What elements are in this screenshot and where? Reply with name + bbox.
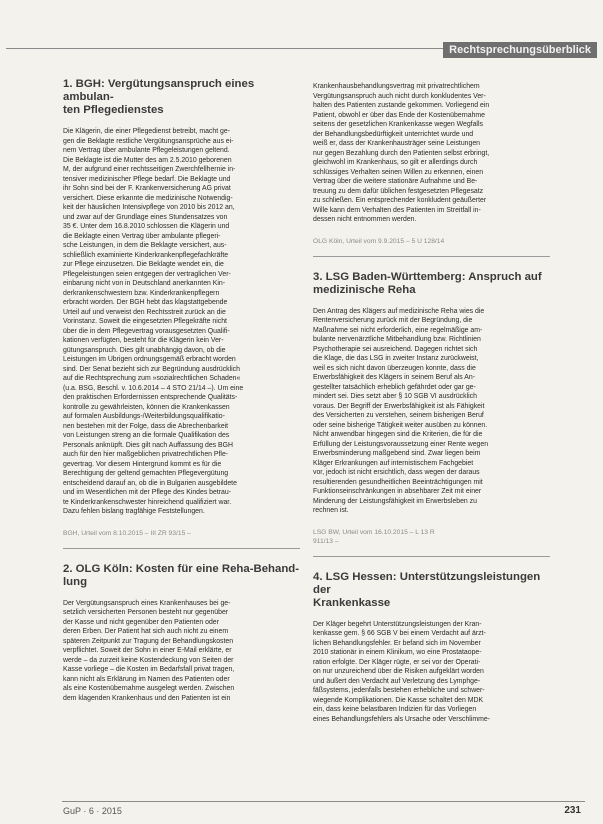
text-line: treuung zu dem dafür üblichen festgesetzten Pflegesatz — [313, 187, 484, 195]
text-line: kenkasse gem. § 66 SGB V bei einem Verdacht auf ärzt- — [313, 630, 486, 637]
text-line: oder seine bisherige Tätigkeit weiter ausüben zu können. — [313, 421, 488, 429]
text-line: Die Beklagte ist die Mutter des am 2.5.2010 geborenen — [63, 156, 232, 164]
text-line: halten des Patienten zustande gekommen. Vorliegend ein — [313, 102, 490, 109]
text-line: Pflegeleistungen seien entgegen der vertraglichen Ver- — [63, 270, 231, 278]
text-line: M, der aufgrund einer rechtsseitigen Zwerchfellhernie in- — [63, 166, 236, 173]
text-line: Rentenversicherung zurück mit der Begründung, die — [313, 317, 473, 324]
text-line: gen die Beklagte restliche Vergütungsansprüche aus ei- — [63, 137, 234, 145]
section-4-title: 4. LSG Hessen: Unterstützungsleistungen der Krankenkasse — [313, 570, 541, 609]
text-line: versichert. Diese erkannte die medizinische Notwendig- — [63, 194, 233, 202]
text-line: vor, jedoch ist nicht ersichtlich, dass wegen der daraus — [313, 469, 480, 476]
text-line: Berechtigung der geltend gemachten Pflegevergütung — [63, 470, 229, 477]
text-line: Kasse vorliege – die Kosten im Bedarfsfall privat tragen, — [63, 666, 235, 673]
text-line: der Kasse und nicht gegenüber den Patienten oder — [63, 618, 219, 626]
page-number: 231 — [564, 805, 581, 816]
section-2-citation: OLG Köln, Urteil vom 9.9.2015 – 5 U 128/14 — [313, 237, 445, 245]
text-line: ration erfolgte. Der Kläger rügte, er sei vor der Operati- — [313, 658, 481, 666]
text-line: Der Vergütungsanspruch eines Krankenhauses bei ge- — [63, 599, 231, 607]
text-line: schlüssiges Verhalten seinen Willen zu erkennen, einen — [313, 168, 484, 176]
text-line: voraus. Der Begriff der Erwerbsfähigkeit ist als Fähigkeit — [313, 402, 485, 410]
text-line: Erwerbsfähigkeit des Klägers in seinem Beruf als An- — [313, 374, 476, 381]
text-line: kann nicht als Erklärung im Namen des Patienten oder — [63, 675, 230, 683]
text-line: 35 €. Unter dem 16.8.2010 schlossen die Klägerin und — [63, 223, 230, 230]
text-line: einbarung nicht von in Deutschland anerkannten Kin- — [63, 280, 226, 287]
text-line: Erwerbsminderung maßgebend sind. Zwar liegen beim — [313, 450, 481, 457]
text-line: on nur unzureichend über die Risiken aufgeklärt worden — [313, 668, 484, 675]
text-line: Den Antrag des Klägers auf medizinische Reha wies die — [313, 307, 485, 315]
section-3-citation: LSG BW, Urteil vom 16.10.2015 – L 13 R 911/13 – — [313, 528, 435, 545]
text-line: rechnen ist. — [313, 507, 349, 514]
text-line: die Klage, die das LSG in zweiter Instanz zurückweist, — [313, 355, 479, 362]
text-line: sche Leistungen, in dem die Beklagte versichert, aus- — [63, 242, 227, 249]
section-4-body — [313, 620, 550, 725]
section-1-body — [63, 127, 300, 517]
text-line: gestellter tatsächlich erheblich gefährdet oder gar ge- — [313, 383, 476, 391]
text-line: verpflichtet. Soweit der Sohn in einer E-Mail erklärte, er — [63, 647, 232, 654]
text-line: gleichwohl im Krankenhaus, so gilt er allerdings durch — [313, 159, 478, 166]
section-2-body — [63, 599, 300, 704]
text-line: Kläger Erkrankungen auf internistischem Fachgebiet — [313, 459, 474, 467]
text-line: als eine Kostenübernahme ausgelegt werden. Zwischen — [63, 685, 235, 692]
text-line: auf formalen Ausbildungs-/Weiterbildungsqualifikatio- — [63, 413, 225, 420]
right-column — [313, 82, 550, 724]
text-line: werde – da zurzeit keine Kostendeckung von Seiten der — [63, 656, 234, 664]
text-line: zu schließen. Ein entsprechender konkludent geäußerter — [313, 197, 487, 204]
text-line: Leistungen im Übrigen ordnungsgemäß erbracht worden — [63, 356, 236, 363]
text-line: Funktionseinschränkungen in absehbarer Zeit mit einer — [313, 488, 482, 495]
divider — [63, 548, 300, 549]
text-line: die Beklagte einen Vertrag über ambulante pflegeri- — [63, 232, 221, 240]
divider — [313, 256, 550, 257]
text-line: nur gegen Bezahlung durch den Patienten selbst erbringt, — [313, 149, 490, 157]
text-line: deren Erben. Der Patient hat sich auch nicht zu einem — [63, 628, 229, 635]
text-line: kontrolle zu gewährleisten, können die Krankenkassen — [63, 403, 230, 411]
text-line: Urteil auf und verweist den Rechtsstreit zurück an die — [63, 308, 226, 316]
text-line: Krankenhausbehandlungsvertrag mit privatrechtlichem — [313, 83, 480, 90]
section-tab: Rechtsprechungsüberblick — [443, 42, 597, 58]
text-line: und äußert den Verdacht auf Verletzung des Lymphge- — [313, 677, 481, 685]
section-2-title: 2. OLG Köln: Kosten für eine Reha-Behand- lung — [63, 562, 300, 588]
text-line: auch für den hier maßgeblichen privatrechtlichen Pfle- — [63, 451, 229, 458]
text-line: nem Vertrag über ambulante Pflegeleistungen geltend. — [63, 147, 230, 154]
text-line: der Behandlungsbedürftigkeit unterrichtet wurde und — [313, 130, 474, 138]
text-line: ein, dass keine belastbaren Indizien für das Vorliegen — [313, 706, 477, 713]
text-line: Vorinstanz. Soweit die eingesetzten Pflegekräfte nicht — [63, 318, 227, 325]
text-line: über die in dem Pflegevertrag vorausgesetzten Qualifi- — [63, 327, 230, 335]
text-line: weiß er, dass der Krankenhausträger seine Leistungen — [313, 140, 481, 147]
section-1-citation: BGH, Urteil vom 8.10.2015 – III ZR 93/15 – — [63, 529, 191, 537]
text-line: späteren Zeitpunkt zur Tragung der Behandlungskosten — [63, 637, 234, 645]
text-line: seitens der gesetzlichen Krankenkasse wegen Wegfalls — [313, 121, 483, 128]
text-line: sind. Der Senat bezieht sich zur Begründung ausdrücklich — [63, 365, 240, 373]
text-line: dem klagenden Krankenhaus und den Patienten ist ein — [63, 694, 231, 702]
text-line: Dazu fehlen bislang tragfähige Feststellungen. — [63, 508, 205, 515]
footer-rule — [62, 801, 585, 802]
text-line: resultierenden gesundheitlichen Beeinträchtigungen mit — [313, 478, 483, 486]
text-line: derkrankenschwestern bzw. Kinderkrankenpflegern — [63, 289, 220, 297]
text-line: Wille kann dem Verhalten des Patienten im Streitfall in- — [313, 206, 481, 214]
text-line: dessen nicht entnommen werden. — [313, 216, 417, 223]
text-line: Maßnahme sei nicht erforderlich, eine regelmäßige am- — [313, 326, 483, 334]
text-line: kationen verfügten, besteht für die Klägerin kein Ver- — [63, 337, 224, 344]
journal-issue: GuP · 6 · 2015 — [63, 806, 122, 816]
text-line: Vertrag über die weitere stationäre Aufnahme und Be- — [313, 178, 478, 185]
text-line: wiegende Komplikationen. Die Kasse schaltet den MDK — [313, 696, 484, 704]
text-line: eines Behandlungsfehlers als Ursache oder Verschlimme- — [313, 715, 490, 723]
text-line: Der Kläger begehrt Unterstützungsleistungen der Kran- — [313, 620, 482, 628]
section-2-body-continued — [313, 82, 550, 225]
text-line: den praktischen Erfordernissen entsprechende Qualitäts- — [63, 394, 238, 401]
text-line: entscheidend darauf an, ob die in Bulgarien ausgebildete — [63, 479, 237, 487]
text-line: schließlich examinierte Kinderkrankenpflegefachkräfte — [63, 251, 229, 259]
text-line: tensiver medizinischer Pflege bedarf. Die Beklagte und — [63, 175, 231, 183]
text-line: und im Wesentlichen mit der Pflege des Kindes betrau- — [63, 489, 232, 496]
text-line: Personals anknüpft. Dies gilt nach Auffassung des BGH — [63, 441, 233, 449]
text-line: bulante nervenärztliche Mitbehandlung bzw. Richtlinien — [313, 336, 481, 343]
text-line: Psychotherapie sei ausreichend. Dagegen richtet sich — [313, 345, 478, 353]
text-line: te Kinderkrankenschwester hinreichend qualifiziert war. — [63, 498, 232, 506]
text-line: Patient, obwohl er über das Ende der Kostenübernahme — [313, 111, 485, 119]
text-line: Nicht anwendbar hingegen sind die Kriterien, die für die — [313, 431, 483, 438]
text-line: von Leistungen streng an die formale Qualifikation des — [63, 432, 230, 439]
section-3-body — [313, 307, 550, 516]
text-line: zur Pflege einzusetzen. Die Beklagte wendet ein, die — [63, 261, 224, 268]
text-line: nen bestehen mit der Folge, dass die Abrechenbarkeit — [63, 422, 229, 430]
text-line: Vergütungsanspruch auch nicht durch konkludentes Ver- — [313, 92, 486, 100]
text-line: keit der häuslichen Intensivpflege von 2010 bis 2012 an, — [63, 204, 235, 211]
text-line: ihr Sohn sind bei der F. Krankenversicherung AG privat — [63, 185, 231, 192]
text-line: des Versicherten zu verstehen, seinem bisherigen Beruf — [313, 412, 484, 419]
text-line: gütungsanspruch. Dies gilt unabhängig davon, ob die — [63, 346, 226, 354]
text-line: auf die Rechtsprechung zum »sozialrechtlichen Schaden« — [63, 375, 241, 382]
left-column — [63, 78, 300, 703]
text-line: erbracht worden. Der BGH hebt das klagstattgebende — [63, 299, 228, 306]
text-line: fäßsystems, jedenfalls bestehen erhebliche und schwer- — [313, 687, 485, 694]
text-line: lichen Behandlungsfehler. Er befand sich im November — [313, 639, 481, 647]
text-line: gevertrag. Vor diesem Hintergrund kommt es für die — [63, 460, 222, 468]
text-line: (u.a. BSG, Beschl. v. 10.6.2014 – 4 STO 21/14 –). Um eine — [63, 384, 244, 392]
text-line: mindert sei. Dies setzt aber § 10 SGB VI ausdrücklich — [313, 393, 477, 400]
text-line: weil es sich nicht davon überzeugen konnte, dass die — [313, 364, 476, 372]
text-line: und zwar auf der Grundlage eines Stundensatzes von — [63, 213, 228, 221]
text-line: Die Klägerin, die einer Pflegedienst betreibt, macht ge- — [63, 128, 231, 135]
text-line: setzlich versicherten Personen besteht nur gegenüber — [63, 609, 229, 616]
text-line: 2010 stationär in einem Klinikum, wo eine Prostataope- — [313, 649, 482, 656]
divider — [313, 556, 550, 557]
section-3-title: 3. LSG Baden-Württemberg: Anspruch auf medizinische Reha — [313, 270, 542, 296]
text-line: Minderung der Leistungsfähigkeit im Erwerbsleben zu — [313, 497, 477, 505]
section-1-title: 1. BGH: Vergütungsanspruch eines ambulan- ten Pflegedienstes — [63, 78, 255, 116]
text-line: Erfüllung der Leistungsvoraussetzung einer Rente wegen — [313, 440, 489, 448]
